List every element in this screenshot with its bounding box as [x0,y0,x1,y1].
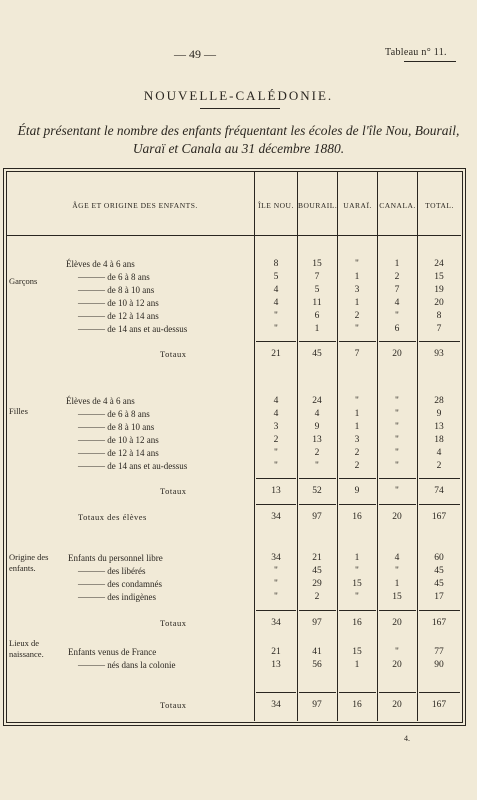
cell-value: 5 [273,272,279,282]
cell-value: 4 [436,448,442,458]
cell-value: " [355,592,359,602]
cell-value: 11 [312,298,322,308]
cell-value: 45 [434,579,444,589]
row-label: Enfants venus de France [68,647,157,657]
cell-value: 15 [352,647,362,657]
row-label: ——— de 6 à 8 ans [78,272,150,282]
cell-value: " [315,461,319,471]
sum-rule [379,478,416,479]
cell-value: 1 [354,553,360,563]
cell-value: 45 [434,566,444,576]
cell-value: " [395,461,399,471]
cell-value: 60 [434,553,444,563]
cell-value: 97 [312,618,322,628]
row-label: ——— des condamnés [78,579,162,589]
sum-rule [379,610,416,611]
sum-rule [256,610,296,611]
group-label-lieux: Lieux de naissance. [9,638,44,659]
column-divider [377,171,378,721]
sum-rule [256,478,296,479]
cell-value: 74 [434,486,444,496]
cell-value: 9 [314,422,320,432]
group-label-origine: Origine des enfants. [9,552,49,573]
sum-rule [379,692,416,693]
cell-value: " [355,324,359,334]
row-label: Élèves de 4 à 6 ans [66,396,135,406]
cell-value: 1 [394,259,400,269]
cell-value: " [395,486,399,496]
row-label: ——— de 8 à 10 ans [78,422,155,432]
cell-value: 13 [271,486,281,496]
cell-value: 9 [436,409,442,419]
cell-value: 90 [434,660,444,670]
cell-value: 2 [314,448,320,458]
document-title: NOUVELLE-CALÉDONIE. [143,88,334,103]
page-number: — 49 — [174,47,216,61]
row-label: ——— de 8 à 10 ans [78,285,155,295]
cell-value: 16 [352,700,362,710]
cell-value: 41 [312,647,322,657]
cell-value: 2 [273,435,279,445]
cell-value: 4 [394,298,400,308]
cell-value: 4 [273,298,279,308]
cell-value: 4 [273,396,279,406]
row-label: ——— de 10 à 12 ans [78,435,159,445]
column-divider [417,171,418,721]
group-label-garcons: Garçons [9,276,38,286]
cell-value: 2 [354,311,360,321]
cell-value: 20 [392,618,402,628]
cell-value: 97 [312,512,322,522]
table-inner-frame [6,171,463,723]
cell-value: 5 [314,285,320,295]
cell-value: " [274,311,278,321]
cell-value: 20 [392,660,402,670]
sum-rule [419,692,460,693]
cell-value: 28 [434,396,444,406]
cell-value: " [274,592,278,602]
cell-value: " [355,259,359,269]
cell-value: 167 [431,512,447,522]
row-label: ——— des indigènes [78,592,156,602]
row-label: ——— de 10 à 12 ans [78,298,159,308]
cell-value: " [395,435,399,445]
cell-value: 21 [271,647,281,657]
cell-value: 9 [354,486,360,496]
cell-value: 1 [314,324,320,334]
sum-rule [299,692,336,693]
sum-rule [299,341,336,342]
cell-value: 1 [354,298,360,308]
cell-value: 1 [354,422,360,432]
cell-value: 2 [314,592,320,602]
cell-value: 6 [314,311,320,321]
cell-value: 77 [434,647,444,657]
sum-rule [419,610,460,611]
row-label: Enfants du personnel libre [68,553,163,563]
cell-value: " [395,448,399,458]
cell-value: 2 [354,448,360,458]
cell-value: 45 [312,566,322,576]
totals-label: Totaux [160,486,187,496]
column-divider [337,171,338,721]
cell-value: 21 [312,553,322,563]
cell-value: 167 [431,618,447,628]
cell-value: " [395,566,399,576]
cell-value: " [355,566,359,576]
cell-value: 2 [394,272,400,282]
cell-value: 15 [392,592,402,602]
sum-rule [379,341,416,342]
cell-value: 19 [434,285,444,295]
cell-value: 34 [271,553,281,563]
cell-value: 1 [354,272,360,282]
cell-value: 34 [271,700,281,710]
cell-value: " [274,566,278,576]
cell-value: 20 [392,349,402,359]
cell-value: 4 [273,409,279,419]
cell-value: 6 [394,324,400,334]
row-label: ——— des libérés [78,566,146,576]
cell-value: 24 [434,259,444,269]
sum-rule [299,610,336,611]
title-rule [200,108,280,109]
row-label: ——— de 14 ans et au-dessus [78,461,188,471]
cell-value: 13 [271,660,281,670]
cell-value: 7 [314,272,320,282]
cell-value: 8 [436,311,442,321]
document-subtitle [0,122,477,158]
cell-value: " [274,448,278,458]
cell-value: 3 [273,422,279,432]
cell-value: 7 [436,324,442,334]
column-header-canala: CANALA. [379,201,416,210]
sum-rule [339,504,376,505]
column-header-age: ÂGE ET ORIGINE DES ENFANTS. [72,201,198,210]
cell-value: 3 [354,285,360,295]
cell-value: 1 [354,409,360,419]
sum-rule [419,341,460,342]
cell-value: " [274,324,278,334]
sum-rule [299,478,336,479]
cell-value: " [274,461,278,471]
cell-value: 16 [352,618,362,628]
group-label-filles: Filles [9,406,28,416]
column-header-bourail: BOURAIL. [298,201,338,210]
cell-value: 20 [392,700,402,710]
cell-value: 1 [394,579,400,589]
cell-value: " [395,311,399,321]
cell-value: " [395,422,399,432]
cell-value: 7 [394,285,400,295]
subtitle-line-2: Uaraï et Canala au 31 décembre 1880. [132,141,345,156]
sum-rule [419,504,460,505]
cell-value: 97 [312,700,322,710]
subtitle-line-1: État présentant le nombre des enfants fréquentant les écoles de l'île Nou, Bourail, [17,123,460,138]
cell-value: 4 [394,553,400,563]
sum-rule [256,341,296,342]
row-label: ——— de 14 ans et au-dessus [78,324,188,334]
row-label: Élèves de 4 à 6 ans [66,259,135,269]
sum-rule [256,504,296,505]
cell-value: 29 [312,579,322,589]
cell-value: 34 [271,512,281,522]
sum-rule [339,478,376,479]
cell-value: 13 [312,435,322,445]
cell-value: 34 [271,618,281,628]
cell-value: 15 [352,579,362,589]
cell-value: 24 [312,396,322,406]
column-divider [297,171,298,721]
sum-rule [339,341,376,342]
column-header-ile-nou: ÎLE NOU. [258,201,294,210]
sum-rule [339,610,376,611]
sum-rule [339,692,376,693]
sum-rule [299,504,336,505]
cell-value: 20 [434,298,444,308]
cell-value: 4 [314,409,320,419]
cell-value: 7 [354,349,360,359]
cell-value: " [395,396,399,406]
totals-label: Totaux [160,349,187,359]
column-header-uarai: UARAÏ. [343,201,372,210]
cell-value: " [355,396,359,406]
tableau-underline [404,61,456,62]
cell-value: 56 [312,660,322,670]
cell-value: " [274,579,278,589]
cell-value: 45 [312,349,322,359]
cell-value: 16 [352,512,362,522]
cell-value: 2 [354,461,360,471]
cell-value: 1 [354,660,360,670]
cell-value: 167 [431,700,447,710]
cell-value: 20 [392,512,402,522]
column-header-total: TOTAL. [425,201,454,210]
cell-value: 13 [434,422,444,432]
cell-value: 2 [436,461,442,471]
row-label: ——— de 12 à 14 ans [78,311,159,321]
cell-value: 93 [434,349,444,359]
totals-label: Totaux des élèves [78,512,147,522]
cell-value: 3 [354,435,360,445]
cell-value: 4 [273,285,279,295]
cell-value: " [395,647,399,657]
sum-rule [419,478,460,479]
totals-label: Totaux [160,700,187,710]
cell-value: 52 [312,486,322,496]
cell-value: 8 [273,259,279,269]
cell-value: 15 [312,259,322,269]
tableau-label: Tableau n° 11. [385,47,447,58]
sum-rule [256,692,296,693]
row-label: ——— nés dans la colonie [78,660,176,670]
header-separator [6,235,461,236]
sum-rule [379,504,416,505]
footer-mark: 4. [404,734,410,743]
row-label: ——— de 6 à 8 ans [78,409,150,419]
cell-value: 21 [271,349,281,359]
totals-label: Totaux [160,618,187,628]
cell-value: 17 [434,592,444,602]
cell-value: " [395,409,399,419]
cell-value: 18 [434,435,444,445]
column-divider [254,171,255,721]
row-label: ——— de 12 à 14 ans [78,448,159,458]
cell-value: 15 [434,272,444,282]
